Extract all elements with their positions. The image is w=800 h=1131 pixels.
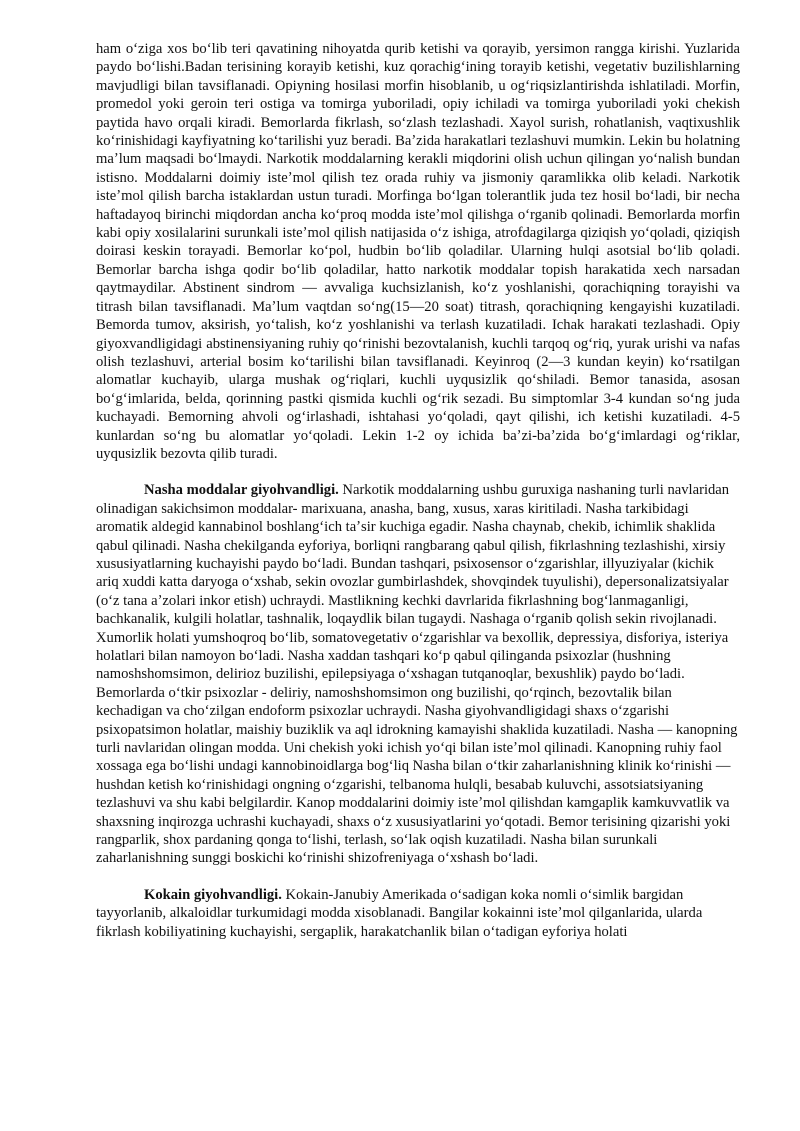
paragraph-cocaine — [96, 886, 740, 941]
document-page — [96, 40, 740, 941]
paragraph-opium-continuation: ham oʻziga xos boʻlib teri qavatining nihoyatda qurib ketishi va qorayib, yersimon rangga kirishi. Yuzlarida paydo boʻlishi.Badan terisining korayib ketishi, kuz qorachigʻining torayib ketishi, vegetativ buzilishlarning mavjudligi bilan tavsiflanadi. Opiyning hosilasi morfin hisoblanib, u ogʻriqsizlantirishda ishlatiladi. Morfin, promedol yoki geroin teri ostiga va tomirga yuboriladi, opiy ichiladi va tomirga yuboriladi yoki chekish paytida havo orqali kiradi. Bemorlarda fikrlash, soʻzlash tezlashadi. Xayol surish, rohatlanish, vaqtixushlik koʻrinishidagi kayfiyatning koʻtarilishi yuz beradi. Baʼzida harakatlari tezlashuvi mumkin. Lekin bu holatning maʼlum maqsadi boʻlmaydi. Narkotik moddalarning kerakli miqdorini olish uchun qilingan yoʻnalish bundan istisno. Moddalarni doimiy isteʼmol qilish tez orada ruhiy va jismoniy qaramlikka olib keladi. Narkotik isteʼmol qilish barcha istaklardan ustun turadi. Morfinga boʻlgan tolerantlik juda tez hosil boʻladi, bir necha haftadayoq birinchi miqdordan ancha koʻproq modda isteʼmol qilishga oʻrganib qolinadi. Bemorlarda morfin kabi opiy xosilalarini surunkali isteʼmol qilish natijasida oʻz ishiga, atrofdagilarga qiziqish yoʻqoladi, qiziqish doirasi keskin torayadi. Bemorlar koʻpol, hudbin boʻlib qoladilar. Ularning hulqi asotsial boʻlib qoladi. Bemorlar barcha ishga qodir boʻlib qoladilar, hatto narkotik moddalar topish harakatida xech narsadan qaytmaydilar. Abstinent sindrom — avvaliga kuchsizlanish, koʻz yoshlanishi, qorachiqning torayishi va titrash bilan tavsiflanadi. Maʼlum vaqtdan soʻng(15—20 soat) titrash, qorachiqning kengayishi kuzatiladi. Bemorda tumov, aksirish, yoʻtalish, koʻz yoshlanishi va terlash kuzatiladi. Ichak harakati tezlashadi. Opiy giyoxvandligidagi abstinensiyaning ruhiy qoʻrinishi bezovtalanish, kuchli tarqoq ogʻriq, yurak urishi va nafas olish tezlashuvi, arterial bosim koʻtarilishi bilan tavsiflanadi. Keyinroq (2—3 kundan keyin) koʻrsatilgan alomatlar kuchayib, ularga mushak ogʻriqlari, kuchli uyqusizlik qoʻshiladi. Bemor tanasida, asosan boʻgʻimlarida, belda, qorinning pastki qismida kuchli ogʻrik sezadi. Bu simptomlar 3-4 kundan soʻng juda kuchayadi. Bemorning ahvoli ogʻirlashadi, ishtahasi yoʻqoladi, qayt qilishi, ich ketishi kuzatiladi. 4-5 kunlardan soʻng bu alomatlar yoʻqoladi. Lekin 1-2 oy ichida baʼzi-baʼzida boʻgʻimlardagi ogʻriklar, uyqusizlik bezovta qilib turadi. — [96, 41, 740, 462]
paragraph-spacer — [96, 868, 740, 886]
paragraph-cannabis — [96, 481, 740, 868]
section-heading-cocaine: Kokain giyohvandligi. — [144, 886, 282, 903]
paragraph-cannabis-body: Narkotik moddalarning ushbu guruxiga nashaning turli navlaridan olinadigan sakichsimon moddalar- marixuana, anasha, bang, xusus, xaras kiritiladi. Nasha tarkibidagi aromatik aldegid kannabinol boshlangʻich taʼsir kuchiga egadir. Nasha chaynab, chekib, ichimlik shaklida qabul qilinadi. Nasha chekilganda eyforiya, borliqni rangbarang qabul qilish, fikrlashning tezlashishi, xirsiy xususiyatlarning kuchayishi paydo boʻladi. Bundan tashqari, psixosensor oʻzgarishlar, illyuziyalar (kichik ariq xuddi katta daryoga oʻxshab, sekin ovozlar gumbirlashdek, shovqindek tuyulishi), depersonalizatsiyalar (oʻz tana aʼzolari inkor etish) uchraydi. Mastlikning kechki davrlarida fikrlashning bogʻlanmaganligi, bachkanalik, kulgili holatlar, tashnalik, loqaydlik bilan tugaydi. Nashaga oʻrganib qolish sekin rivojlanadi. Xumorlik holati yumshoqroq boʻlib, somatovegetativ oʻzgarishlar va bexollik, depressiya, disforiya, isteriya holatlari bilan namoyon boʻladi. Nasha xaddan tashqari koʻp qabul qilinganda psixozlar (hushning namoshshomsimon, delirioz buzilishi, epilepsiyaga oʻxshagan tutqanoqlar, bexushlik) paydo boʻladi. Bemorlarda oʻtkir psixozlar - deliriy, namoshshomsimon ong buzilishi, qoʻrqinch, bezovtalik bilan kechadigan va choʻzilgan endoform psixozlar uchraydi. Nasha giyohvandligidagi shaxs oʻzgarishi psixopatsimon holatlar, maishiy buziklik va aql idrokning kamayishi shaklida kuzatiladi. Nasha — kanopning turli navlaridan olingan modda. Uni chekish yoki ichish yoʻqi bilan isteʼmol qilinadi. Kanopning ruhiy faol xossaga ega boʻlishi undagi kannobinoidlarga bogʻliq Nasha bilan oʻtkir zaharlanishning klinik koʻrinishi — hushdan ketish koʻrinishidagi ongning oʻzgarishi, telbanoma hulqli, besabab kuluvchi, assotsiatsiyaning tezlashuvi va shu kabi belgilardir. Kanop moddalarini doimiy isteʼmol qilishdan kamgaplik kamkuvvatlik va shaxsning inqirozga uchrashi kuchayadi, shaxs oʻz xususiyatlarini yoʻqotadi. Bemor terisining qizarishi yoki rangparlik, shox pardaning qonga toʻlishi, terlash, soʻlak oqish kuzatiladi. Nasha bilan surunkali zaharlanishning sunggi boskichi koʻrinishi shizofreniyaga oʻxshash boʻladi. — [96, 482, 738, 867]
paragraph-cocaine-body: Kokain-Janubiy Amerikada oʻsadigan koka nomli oʻsimlik bargidan tayyorlanib, alkaloidlar turkumidagi modda xisoblanadi. Bangilar kokainni isteʼmol qilganlarida, ularda fikrlash kobiliyatining kuchayishi, sergaplik, harakatchanlik bilan oʻtadigan eyforiya holati — [96, 886, 703, 940]
paragraph-spacer — [96, 463, 740, 481]
section-heading-cannabis: Nasha moddalar giyohvandligi. — [144, 482, 339, 499]
